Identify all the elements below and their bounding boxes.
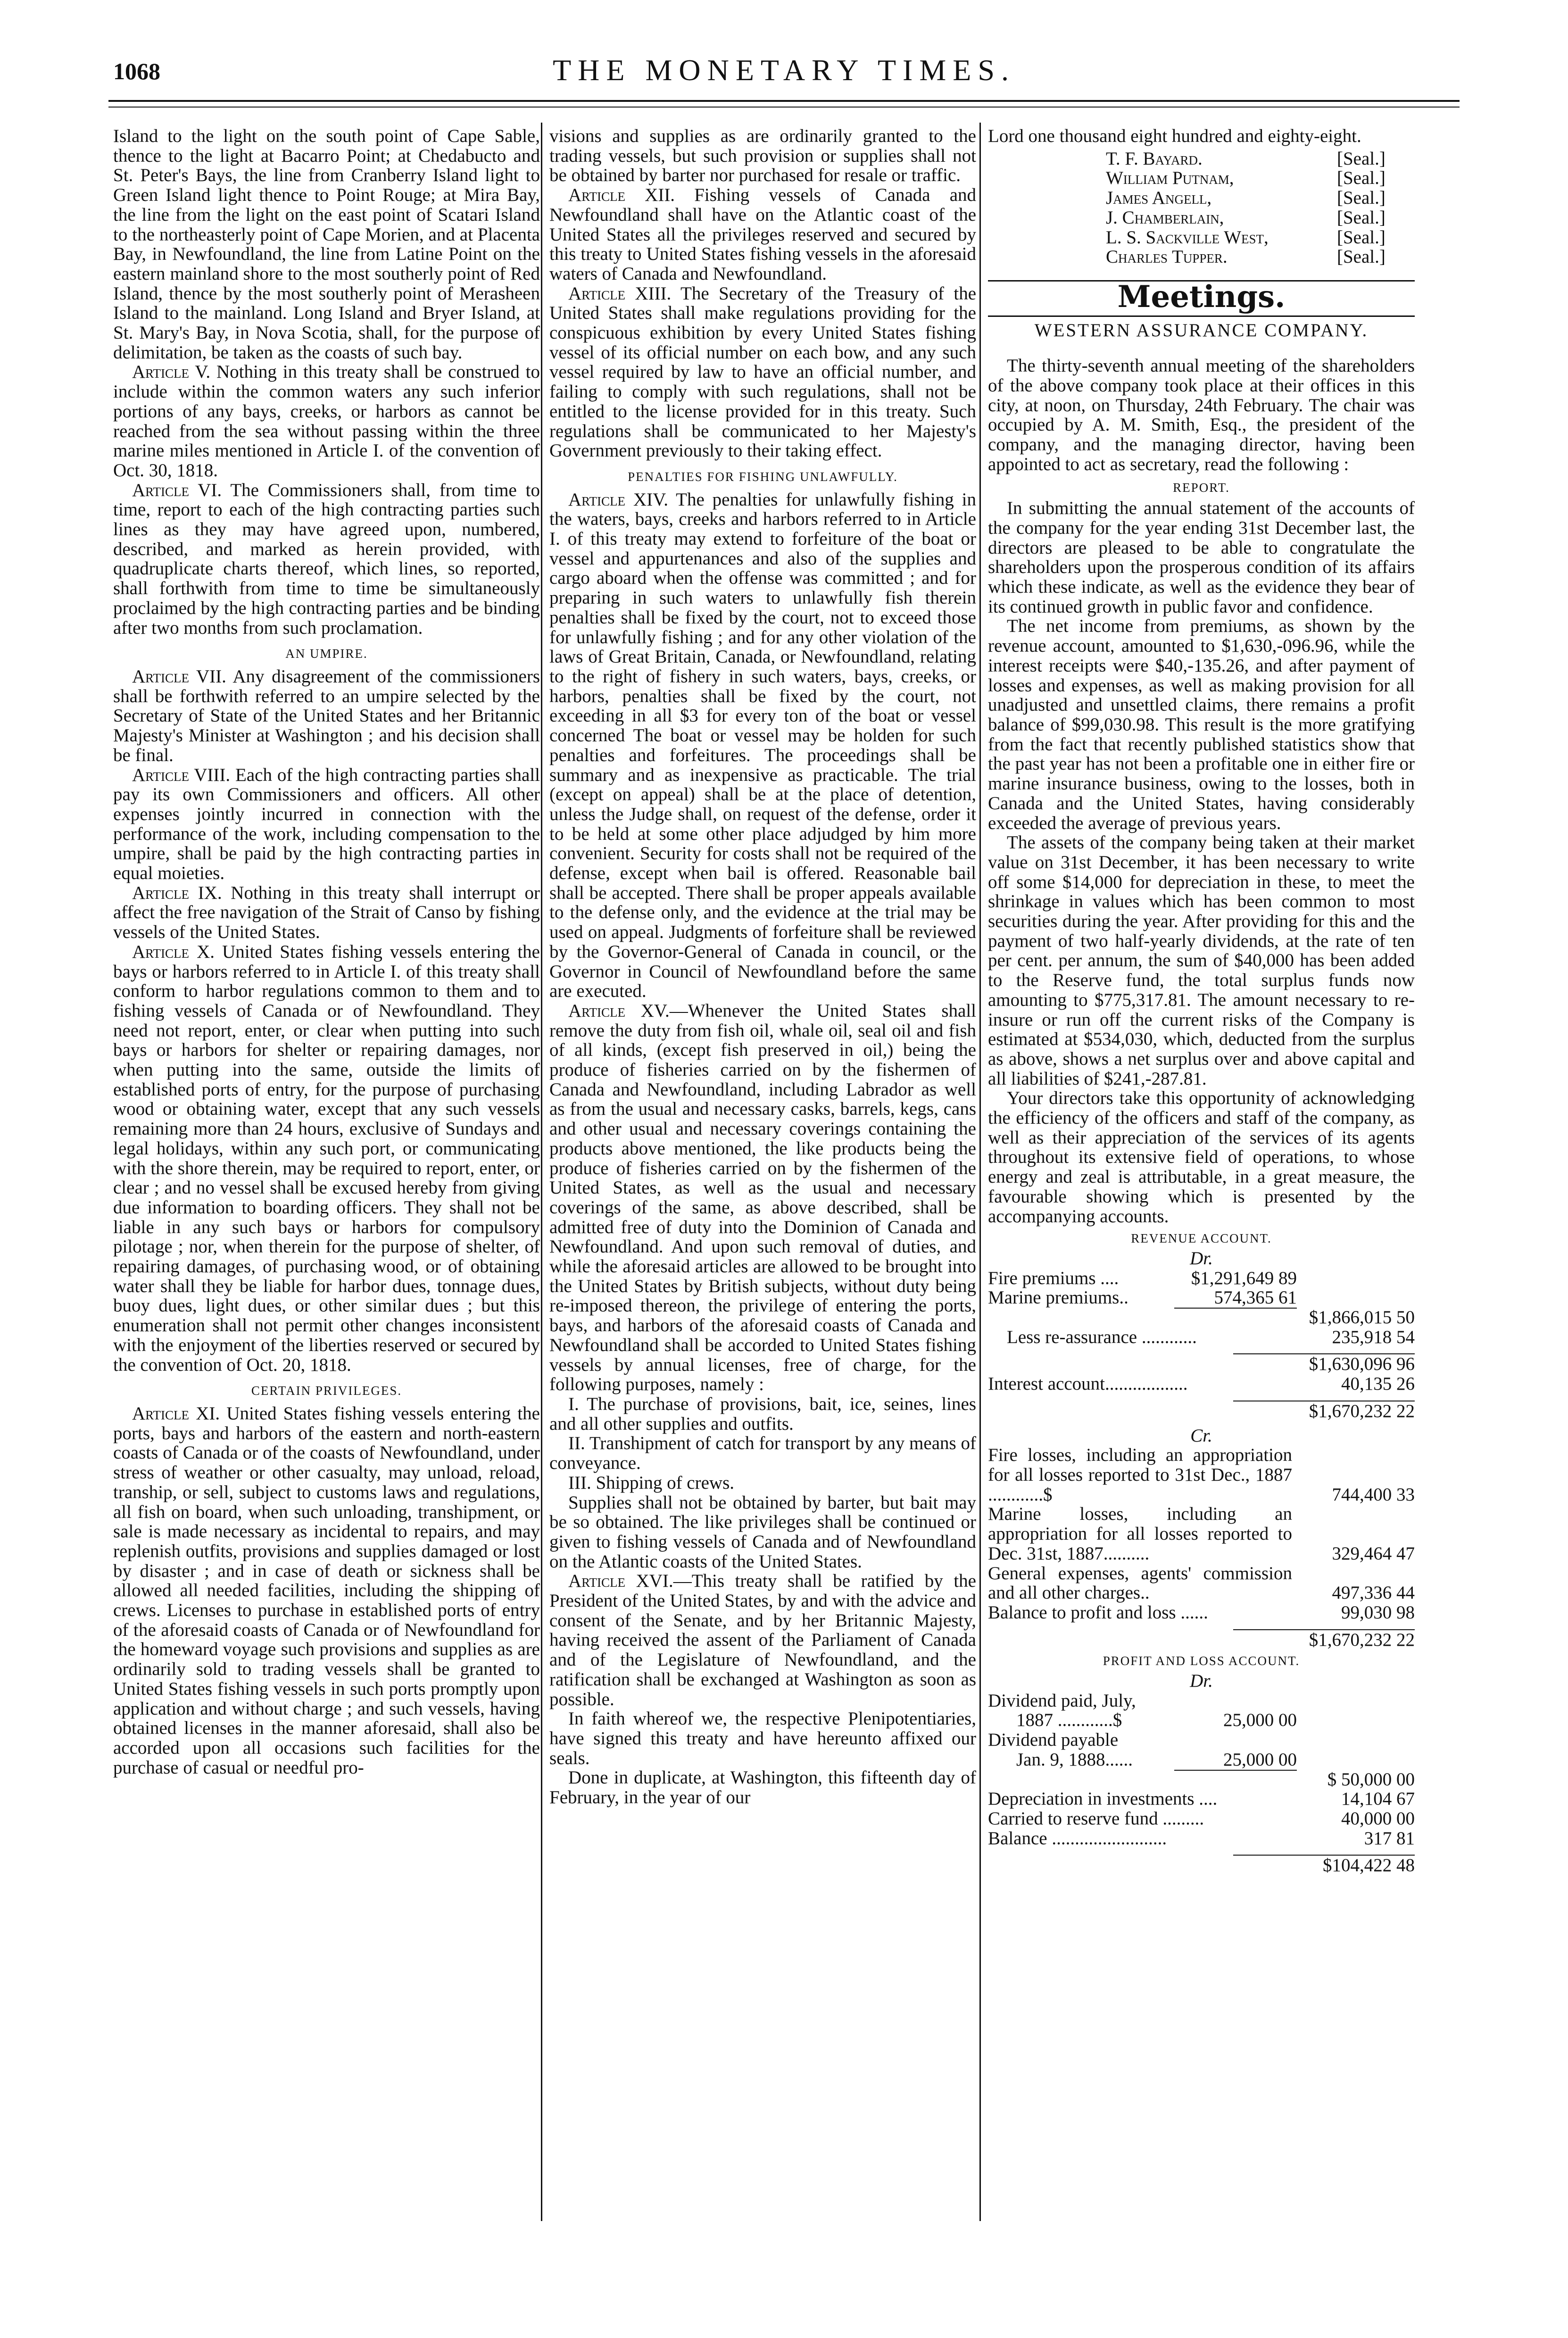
seal-mark: [Seal.] (1337, 188, 1385, 208)
paragraph: visions and supplies as are ordinarily granted to the trading vessels, but such provision or supplies shall not be obtained by barter nor purchased for resale or traffic. (549, 126, 976, 186)
account-row (988, 1288, 1415, 1308)
header-rule (108, 100, 1460, 102)
row-label: 1887 ............$ (1016, 1710, 1122, 1731)
article-xiv (549, 490, 976, 1001)
row-label: Jan. 9, 1888...... (1016, 1749, 1133, 1770)
seal-mark: [Seal.] (1337, 168, 1385, 189)
account-row (988, 1789, 1415, 1809)
article-text: Each of the high contracting parties shall pay its own Commissioners and officers. All other expenses jointly incurred in connection with the performance of the work, including compensation to the umpire, shall be paid by the high contracting parties in equal moieties. (113, 764, 540, 884)
row-label: Dividend paid, July, (988, 1690, 1136, 1711)
article-label: Article IX. (132, 882, 222, 903)
paragraph: In submitting the annual statement of the accounts of the company for the year ending 31st December last, the directors are pleased to be able to congratulate the shareholders upon the prosperous condition of its affairs which these indicate, as well as the evidence they bear of its continued growth in public favor and confidence. (988, 498, 1415, 617)
article-text: The Commissioners shall, from time to time, report to each of the high contracting parties such lines as they may have agreed upon, numbered, described, and marked as herein provided, with quadruplicate charts thereof, which lines, so reported, shall forthwith from time to time be simultaneously proclaimed by the high contracting parties and be binding after two months from such proclamation. (113, 480, 540, 638)
signatory-name: J. Chamberlain, (1106, 207, 1224, 228)
row-amount: 744,400 33 (1332, 1484, 1415, 1505)
article-label: Article XI. (132, 1403, 220, 1424)
row-label: Carried to reserve fund ......... (988, 1808, 1204, 1829)
row-label: Depreciation in investments .... (988, 1789, 1218, 1809)
subheading: CERTAIN PRIVILEGES. (251, 1384, 402, 1398)
article-label: Article V. (132, 362, 211, 382)
account-row (988, 1630, 1415, 1650)
account-row (988, 1504, 1415, 1563)
row-label: General expenses, agents' commission and all other charges.. (988, 1563, 1292, 1603)
article-text: Any disagreement of the commissioners shall be forthwith referred to an umpire selected by the Secretary of State of the United States and her Britannic Majesty's Minister at Washington ; and his decision shall be final. (113, 666, 540, 765)
article-text: The Secretary of the Treasury of the United States shall make regulations providing for the conspicuous exhibition by every United States fishing vessel of its official number on each bow, and any such vessel required by law to have an official number, and failing to comply with such regulations, shall not be entitled to the license provided for in this treaty. Such regulations shall be communicated to her Majesty's Government previously to their taking effect. (549, 283, 977, 461)
article-label: Article X. (132, 941, 215, 962)
signatory (1106, 228, 1415, 248)
account-row (988, 1856, 1415, 1875)
row-total: $1,866,015 50 (1309, 1307, 1415, 1328)
article-label: Article XVI. (568, 1571, 673, 1592)
signatory (1106, 208, 1415, 228)
seal-mark: [Seal.] (1337, 148, 1385, 169)
row-amount: 317 81 (1364, 1828, 1415, 1849)
article-xii (549, 185, 976, 284)
signatory-name: T. F. Bayard. (1106, 148, 1203, 169)
row-amount: 574,365 61 (1214, 1287, 1297, 1308)
row-total: $1,670,232 22 (1309, 1401, 1415, 1421)
article-label: Article VII. (132, 666, 226, 687)
article-xv (549, 1001, 976, 1394)
article-label: Article VIII. (132, 764, 231, 785)
list-item: II. Transhipment of catch for transport by any means of conveyance. (549, 1433, 976, 1474)
account-row (988, 1308, 1415, 1327)
column-1 (113, 126, 540, 1777)
page-number: 1068 (113, 58, 160, 84)
article-v (113, 362, 540, 480)
row-total: $ 50,000 00 (1327, 1769, 1415, 1790)
row-amount: 235,918 54 (1332, 1327, 1415, 1347)
row-total: $1,630,096 96 (1309, 1354, 1415, 1375)
account-row (988, 1268, 1415, 1288)
column-divider (541, 123, 542, 2221)
subheading: PENALTIES FOR FISHING UNLAWFULLY. (628, 469, 898, 484)
credit-label: Cr. (1190, 1425, 1212, 1446)
seal-mark: [Seal.] (1337, 207, 1385, 228)
account-row (988, 1445, 1415, 1504)
article-text: —Whenever the United States shall remove the duty from fish oil, whale oil, seal oil and fish of all kinds, (except fish preserved in oil,) being the produce of fisheries carried on by the fishermen of Canada and Newfoundland, including Labrador as well as from the usual and necessary casks, barrels, kegs, cans and other usual and necessary coverings containing the products above mentioned, the like products being the produce of fisheries carried on by the fishermen of the United States, as well as the usual and necessary coverings of the same, as above described, shall be admitted free of duty into the Dominion of Canada and Newfoundland. And upon such removal of duties, and while the aforesaid articles are allowed to be brought into the United States by British subjects, without duty being re-imposed thereon, the privilege of entering the ports, bays, and harbors of the aforesaid coasts of Canada and Newfoundland shall be accorded to United States fishing vessels by annual licenses, free of charge, for the following purposes, namely : (549, 1000, 976, 1395)
paragraph: Done in duplicate, at Washington, this fifteenth day of February, in the year of our (549, 1767, 976, 1808)
column-3 (988, 126, 1415, 1875)
article-label: Article XIII. (568, 283, 672, 304)
paragraph: In faith whereof we, the respective Plenipotentiaries, have signed this treaty and have hereunto affixed our seals. (549, 1708, 976, 1768)
signatory-name: William Putnam, (1106, 168, 1234, 189)
signatory-name: James Angell, (1106, 188, 1212, 208)
masthead-title: THE MONETARY TIMES. (553, 53, 1015, 87)
seal-mark: [Seal.] (1337, 227, 1385, 248)
row-amount: 497,336 44 (1332, 1583, 1415, 1603)
paragraph: Supplies shall not be obtained by barter, but bait may be so obtained. The like privileges shall be continued or given to fishing vessels of Canada and of Newfoundland on the Atlantic coasts of the United States. (549, 1492, 976, 1572)
row-label: Fire premiums .... (988, 1268, 1119, 1288)
account-row (988, 1809, 1415, 1829)
account-row (988, 1401, 1415, 1421)
header-rule-thin (108, 107, 1460, 108)
subheading: PROFIT AND LOSS ACCOUNT. (1103, 1654, 1300, 1668)
article-label: Article XIV. (568, 489, 668, 510)
article-text: Nothing in this treaty shall be construed to include within the common waters any such inferior portions of any bays, creeks, or harbors as cannot be reached from the sea without passing within the three marine miles mentioned in Article I. of the convention of Oct. 30, 1818. (113, 362, 540, 481)
article-ix (113, 883, 540, 942)
account-row (988, 1750, 1415, 1770)
article-text: United States fishing vessels entering the bays or harbors referred to in Article I. of this treaty shall conform to harbor regulations common to them and to fishing vessels of Canada or of Newfoundland. They need not report, enter, or clear when putting into such bays or harbors for shelter or repairing damages, nor when putting into the same, outside the limits of established ports of entry, for the purpose of purchasing wood or obtaining water, except that any such vessels remaining more than 24 hours, exclusive of Sundays and legal holidays, within any such port, or communicating with the shore therein, may be required to report, enter, or clear ; and no vessel shall be excused hereby from giving due information to boarding officers. They shall not be liable in any such bays or harbors for compulsory pilotage ; nor, when therein for the purpose of shelter, of repairing damages, of purchasing wood, or of obtaining water shall they be liable for harbor dues, tonnage dues, buoy dues, light dues, or other similar dues ; but this enumeration shall not permit other changes inconsistent with the enjoyment of the liberties reserved or secured by the convention of Oct. 20, 1818. (113, 941, 540, 1375)
signatory (1106, 188, 1415, 208)
article-vi (113, 481, 540, 638)
row-label: Fire losses, including an appropriation for all losses reported to 31st Dec., 1887 ............$ (988, 1445, 1292, 1505)
paragraph: Your directors take this opportunity of acknowledging the efficiency of the officers and staff of the company, as well as their appreciation of the services of its agents throughout its extensive field of operations, to whose energy and zeal is attributable, in a great measure, the favourable showing which is presented by the accompanying accounts. (988, 1088, 1415, 1227)
list-item: III. Shipping of crews. (568, 1472, 735, 1493)
account-row (988, 1374, 1415, 1394)
row-label: Interest account.................. (988, 1374, 1188, 1394)
list-item: I. The purchase of provisions, bait, ice, seines, lines and all other supplies and outfits. (549, 1394, 976, 1434)
signatory-name: Charles Tupper. (1106, 247, 1228, 267)
article-text: Fishing vessels of Canada and Newfoundland shall have on the Atlantic coast of the United States all the privileges reserved and secured by this treaty to United States fishing vessels in the aforesaid waters of Canada and Newfoundland. (549, 185, 977, 284)
signatory-name: L. S. Sackville West, (1106, 227, 1269, 248)
seal-mark: [Seal.] (1337, 247, 1385, 267)
article-xvi (549, 1571, 976, 1709)
row-total: $1,670,232 22 (1309, 1629, 1415, 1650)
row-amount: $1,291,649 89 (1191, 1268, 1297, 1288)
row-label: Balance to profit and loss ...... (988, 1602, 1208, 1623)
paragraph: Island to the light on the south point of Cape Sable, thence to the light at Bacarro Point; at Chedabucto and St. Peter's Bays, the line from Cranberry Island light to Green Island light thence to Point Rouge; at Mira Bay, the line from the light on the east point of Scatari Island to the northeasterly point of Cape Morien, and at Placenta Bay, in Newfoundland, the line from Latine Point on the eastern mainland shore to the most southerly point of Red Island, thence by the most southerly point of Merasheen Island to the mainland. Long Island and Bryer Island, at St. Mary's Bay, in Nova Scotia, shall, for the purpose of delimitation, be taken as the coasts of such bay. (113, 126, 540, 363)
column-divider (979, 123, 981, 2221)
row-amount: 14,104 67 (1341, 1789, 1415, 1809)
account-row (988, 1770, 1415, 1790)
account-row (988, 1354, 1415, 1374)
signatory (1106, 247, 1415, 267)
article-label: Article XII. (568, 185, 675, 206)
row-label: Marine losses, including an appropriation for all losses reported to Dec. 31st, 1887.......... (988, 1504, 1292, 1564)
revenue-account (988, 1229, 1415, 1650)
row-label: Marine premiums.. (988, 1287, 1128, 1308)
paragraph: Lord one thousand eight hundred and eighty-eight. (988, 126, 1361, 146)
account-row (988, 1710, 1415, 1730)
row-amount: 25,000 00 (1223, 1749, 1297, 1770)
signatory (1106, 168, 1415, 188)
subheading: REVENUE ACCOUNT. (1131, 1231, 1272, 1246)
paragraph: The thirty-seventh annual meeting of the shareholders of the above company took place at their offices in this city, at noon, on Thursday, 24th February. The chair was occupied by A. M. Smith, Esq., the president of the company, and the managing director, having been appointed to act as secretary, read the following : (988, 356, 1415, 474)
article-xi (113, 1404, 540, 1777)
row-total: $104,422 48 (1323, 1855, 1415, 1876)
meetings-heading: Meetings. (1117, 279, 1286, 315)
article-text: Nothing in this treaty shall interrupt or affect the free navigation of the Strait of Canso by fishing vessels of the United States. (113, 882, 540, 943)
profit-loss-account (988, 1651, 1415, 1875)
article-vii (113, 667, 540, 765)
article-text: United States fishing vessels entering the ports, bays and harbors of the eastern and north-eastern coasts of Canada or of the coasts of Newfoundland, under stress of weather or other casualty, may unload, reload, tranship, or sell, subject to customs laws and regulations, all fish on board, when such unloading, transhipment, or sale is made necessary as incidental to repairs, and may replenish outfits, provisions and supplies damaged or lost by disaster ; and in case of death or sickness shall be allowed all needed facilities, including the shipping of crews. Licenses to purchase in established ports of entry of the aforesaid coasts of Canada or of Newfoundland for the homeward voyage such provisions and supplies as are ordinarily sold to trading vessels shall be granted to United States fishing vessels in such ports promptly upon application and without charge ; and such vessels, having obtained licenses in the manner aforesaid, shall also be accorded upon all occasions such facilities for the purchase of casual or needful pro- (113, 1403, 540, 1778)
row-amount: 40,135 26 (1341, 1374, 1415, 1394)
column-2 (549, 126, 976, 1807)
account-row (988, 1829, 1415, 1849)
signatory-list (1106, 149, 1415, 267)
article-viii (113, 765, 540, 883)
paragraph: The net income from premiums, as shown by the revenue account, amounted to $1,630,-096.96, while the interest receipts were $40,-135.26, and after payment of losses and expenses, as well as making provision for all unadjusted and unsettled claims, there remains a profit balance of $99,030.98. This result is the more gratifying from the fact that recently published statistics show that the past year has not been a profitable one in either fire or marine insurance business, owing to the losses, both in Canada and the United States, having considerably exceeded the average of previous years. (988, 616, 1415, 833)
account-row (988, 1327, 1415, 1347)
debit-label: Dr. (1190, 1248, 1213, 1268)
row-amount: 25,000 00 (1223, 1710, 1297, 1731)
row-label: Dividend payable (988, 1730, 1119, 1750)
row-label: Balance ......................... (988, 1828, 1167, 1849)
section-rule (988, 315, 1415, 317)
account-row (988, 1730, 1415, 1750)
debit-label: Dr. (1190, 1671, 1213, 1691)
row-label: Less re-assurance ............ (1007, 1327, 1197, 1347)
row-amount: 99,030 98 (1341, 1602, 1415, 1623)
article-text: The penalties for unlawfully fishing in the waters, bays, creeks and harbors referred to in Article I. of this treaty may extend to forfeiture of the boat or vessel and appurtenances and also of the supplies and cargo aboard when the offense was committed ; and for preparing in such waters to unlawfully fish therein penalties shall be fixed by the court, not to exceed those for unlawfully fishing ; and for any other violation of the laws of Great Britain, Canada, or Newfoundland, relating to the right of fishery in such waters, bays, creeks, or harbors, penalties shall be fixed by the court, not exceeding in all $3 for every ton of the boat or vessel concerned The boat or vessel may be holden for such penalties and forfeitures. The proceedings shall be summary and as inexpensive as practicable. The trial (except on appeal) shall be at the place of detention, unless the Judge shall, on request of the defense, order it to be held at some other place adjudged by him more convenient. Security for costs shall not be required of the defense, except when bail is offered. Reasonable bail shall be accepted. There shall be proper appeals available to the defense only, and the evidence at the trial may be used on appeal. Judgments of forfeiture shall be reviewed by the Governor-General of Canada in council, or the Governor in Council of Newfoundland before the same are executed. (549, 489, 976, 1002)
subheading: REPORT. (1173, 480, 1230, 495)
paragraph: The assets of the company being taken at their market value on 31st December, it has been necessary to write off some $14,000 for depreciation in these, to meet the shrinkage in values which has been common to most securities during the year. After providing for this and the payment of two half-yearly dividends, at the rate of ten per cent. per annum, the sum of $40,000 has been added to the Reserve fund, the total surplus funds now amounting to $775,317.81. The amount necessary to re-insure or run off the current risks of the Company is estimated at $534,030, which, deducted from the surplus as above, shows a net surplus over and above capital and all liabilities of $241,-287.81. (988, 832, 1415, 1089)
article-text: —This treaty shall be ratified by the President of the United States, by and with the advice and consent of the Senate, and by her Britannic Majesty, having received the assent of the Parliament of Canada and of the Legislature of Newfoundland, and the ratification shall be exchanged at Washington as soon as possible. (549, 1571, 976, 1709)
account-row (988, 1691, 1415, 1711)
article-xiii (549, 284, 976, 461)
row-amount: 329,464 47 (1332, 1543, 1415, 1564)
signatory (1106, 149, 1415, 169)
row-amount: 40,000 00 (1341, 1808, 1415, 1829)
account-row (988, 1603, 1415, 1623)
account-row (988, 1564, 1415, 1603)
company-heading: WESTERN ASSURANCE COMPANY. (1034, 320, 1369, 340)
article-x (113, 942, 540, 1375)
article-label: Article XV. (568, 1000, 670, 1021)
subheading: AN UMPIRE. (285, 647, 368, 661)
article-label: Article VI. (132, 480, 222, 500)
